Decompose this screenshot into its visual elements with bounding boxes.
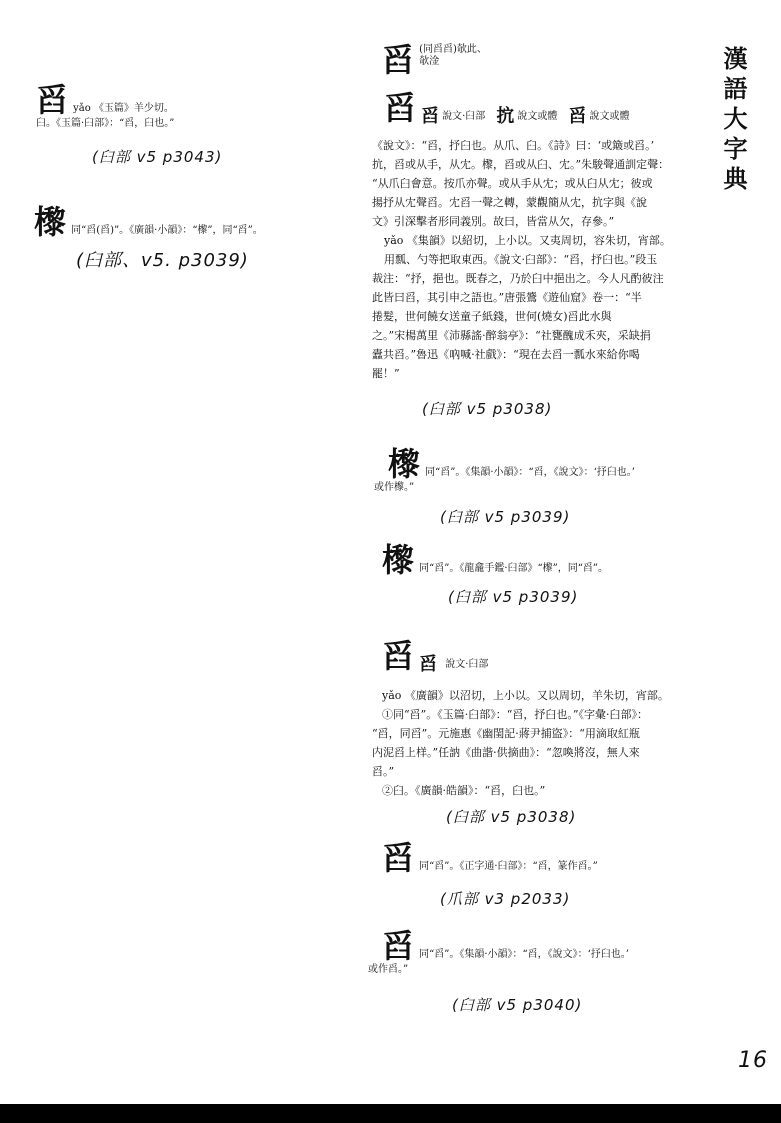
seal-glyph-icon: 舀 <box>568 105 587 127</box>
text-line: 罷！” <box>372 367 400 380</box>
entry-line: yǎo 《玉篇》羊少切。 <box>73 103 174 114</box>
entry-line: 同“舀”。《龍龕手鑑·臼部》“㰀”，同“舀”。 <box>419 563 608 574</box>
handwritten-note: (爪部 v3 p2033) <box>440 890 571 908</box>
entry-headword: 㰀 <box>382 541 415 579</box>
text-line: yǎo 《廣韻》以沼切，上小以。又以周切，羊朱切，宵部。 <box>382 689 669 702</box>
text-line: 用瓢、勺等把取東西。《說文·臼部》：“舀，抒臼也。”段玉 <box>384 253 658 266</box>
entry-line: 同“舀(舀)”。《廣韻·小韻》：“㰀”，同“舀”。 <box>71 225 263 236</box>
entry-headword: 舀 <box>36 81 69 119</box>
handwritten-note: (臼部、v5. p3039) <box>76 250 249 271</box>
text-line: 舀。” <box>372 765 395 778</box>
right-entry-4-header <box>382 637 712 676</box>
entry-headword: 㰀 <box>388 445 421 483</box>
entry-headword: 舀 <box>384 89 417 127</box>
handwritten-note: (臼部 v5 p3039) <box>440 508 571 526</box>
text-line: 蠹共舀。”魯迅《吶喊·社戲》：“現在去舀一瓢水來給你喝 <box>372 348 640 361</box>
entry-line: 或作㰀。” <box>374 482 415 493</box>
handwritten-note: (臼部 v5 p3038) <box>422 400 553 418</box>
seal-glyph-icon: 舀 <box>421 105 440 127</box>
seal-glyph-icon: 舀 <box>419 653 438 675</box>
top-entry <box>382 41 702 79</box>
text-line: 之。”宋楊萬里《沛縣謠·醉翁亭》：“社甕醜成禾夾，采缺捐 <box>372 329 651 342</box>
entry-headword: 舀 <box>382 637 415 675</box>
text-line: 裁注：“抒，挹也。既春之，乃於臼中挹出之。今人凡酌彼注 <box>372 272 664 285</box>
scan-border <box>0 1104 781 1123</box>
right-entry-2 <box>374 445 718 494</box>
entry-headword: 舀 <box>382 839 415 877</box>
text-line: yǎo 《集韻》以紹切，上小以。又夷周切，容朱切，宵部。 <box>384 234 671 247</box>
text-line: 内泥舀上样。”任訥《曲諧·供摘曲》：“忽喚將沒，無人來 <box>372 746 640 759</box>
entry-line: (同舀舀)欹此、欹淦 <box>419 44 487 67</box>
entry-line: 臼。《玉篇·臼部》：“舀，臼也。” <box>36 118 175 129</box>
right-entry-4-text <box>372 686 716 800</box>
seal-label: 說文·臼部 <box>442 111 486 122</box>
seal-label: 說文或體 <box>517 111 558 122</box>
main-entry-text <box>372 136 716 383</box>
entry-headword: 舀 <box>382 41 415 79</box>
left-entry-2 <box>34 203 354 241</box>
handwritten-note: (臼部 v5 p3043) <box>92 148 223 166</box>
text-line: 抭，舀或从手，从冘。㰀，舀或从臼、冘。”朱駿聲通訓定聲： <box>372 158 670 171</box>
dictionary-title: 漢語大字典 <box>719 46 748 196</box>
seal-label: 說文或體 <box>589 111 630 122</box>
entry-line: 同“舀”。《正字通·臼部》：“舀，篆作舀。” <box>419 861 598 872</box>
handwritten-note: (臼部 v5 p3038) <box>446 808 577 826</box>
entry-line: 同“舀”。《集韻·小韻》：“舀，《說文》：‘抒臼也。’ <box>425 467 635 478</box>
text-line: “舀，同舀”。元施惠《幽閨記·蔣尹捕盜》：“用滴取紅瓶 <box>372 727 640 740</box>
right-entry-5 <box>382 839 712 877</box>
text-line: 此皆曰舀，其引申之語也。”唐張鷟《遊仙窟》卷一：“半 <box>372 291 642 304</box>
main-entry-header <box>384 89 714 128</box>
entry-headword: 舀 <box>382 927 415 965</box>
entry-line: 同“舀”。《集韻·小韻》：“舀，《說文》：‘抒臼也。’ <box>419 949 629 960</box>
entry-headword: 㰀 <box>34 203 67 241</box>
text-line: 《說文》：“舀，抒臼也。从爪、臼。《詩》曰：‘或簸或舀。’ <box>372 139 655 152</box>
seal-label: 說文·臼部 <box>445 659 489 670</box>
right-entry-3 <box>382 541 712 579</box>
text-line: ②臼。《廣韻·皓韻》：“舀，臼也。” <box>382 784 546 797</box>
page-number: 16 <box>738 1048 768 1073</box>
handwritten-note: (臼部 v5 p3039) <box>448 588 579 606</box>
text-line: ①同“舀”。《玉篇·臼部》：“舀，抒臼也。”《字彙·臼部》： <box>382 708 648 721</box>
text-line: 揚抒从冘聲舀。冘舀一聲之轉，蒙觀簡从冘，抭字與《說 <box>372 196 647 209</box>
seal-glyph-icon: 抭 <box>496 105 515 127</box>
text-line: 捲髮，世何饒女送童子紙錢，世何(燒女)舀此水與 <box>372 310 612 323</box>
handwritten-note: (臼部 v5 p3040) <box>452 996 583 1014</box>
left-entry-1 <box>36 81 336 130</box>
entry-line: 或作舀。” <box>368 964 409 975</box>
text-line: 文》引深擊者形同義別。故曰，皆當从欠，存參。” <box>372 215 615 228</box>
right-entry-6 <box>368 927 722 976</box>
text-line: “从爪臼會意。按爪亦聲。或从手从冘；或从臼从冘；彼或 <box>372 177 653 190</box>
